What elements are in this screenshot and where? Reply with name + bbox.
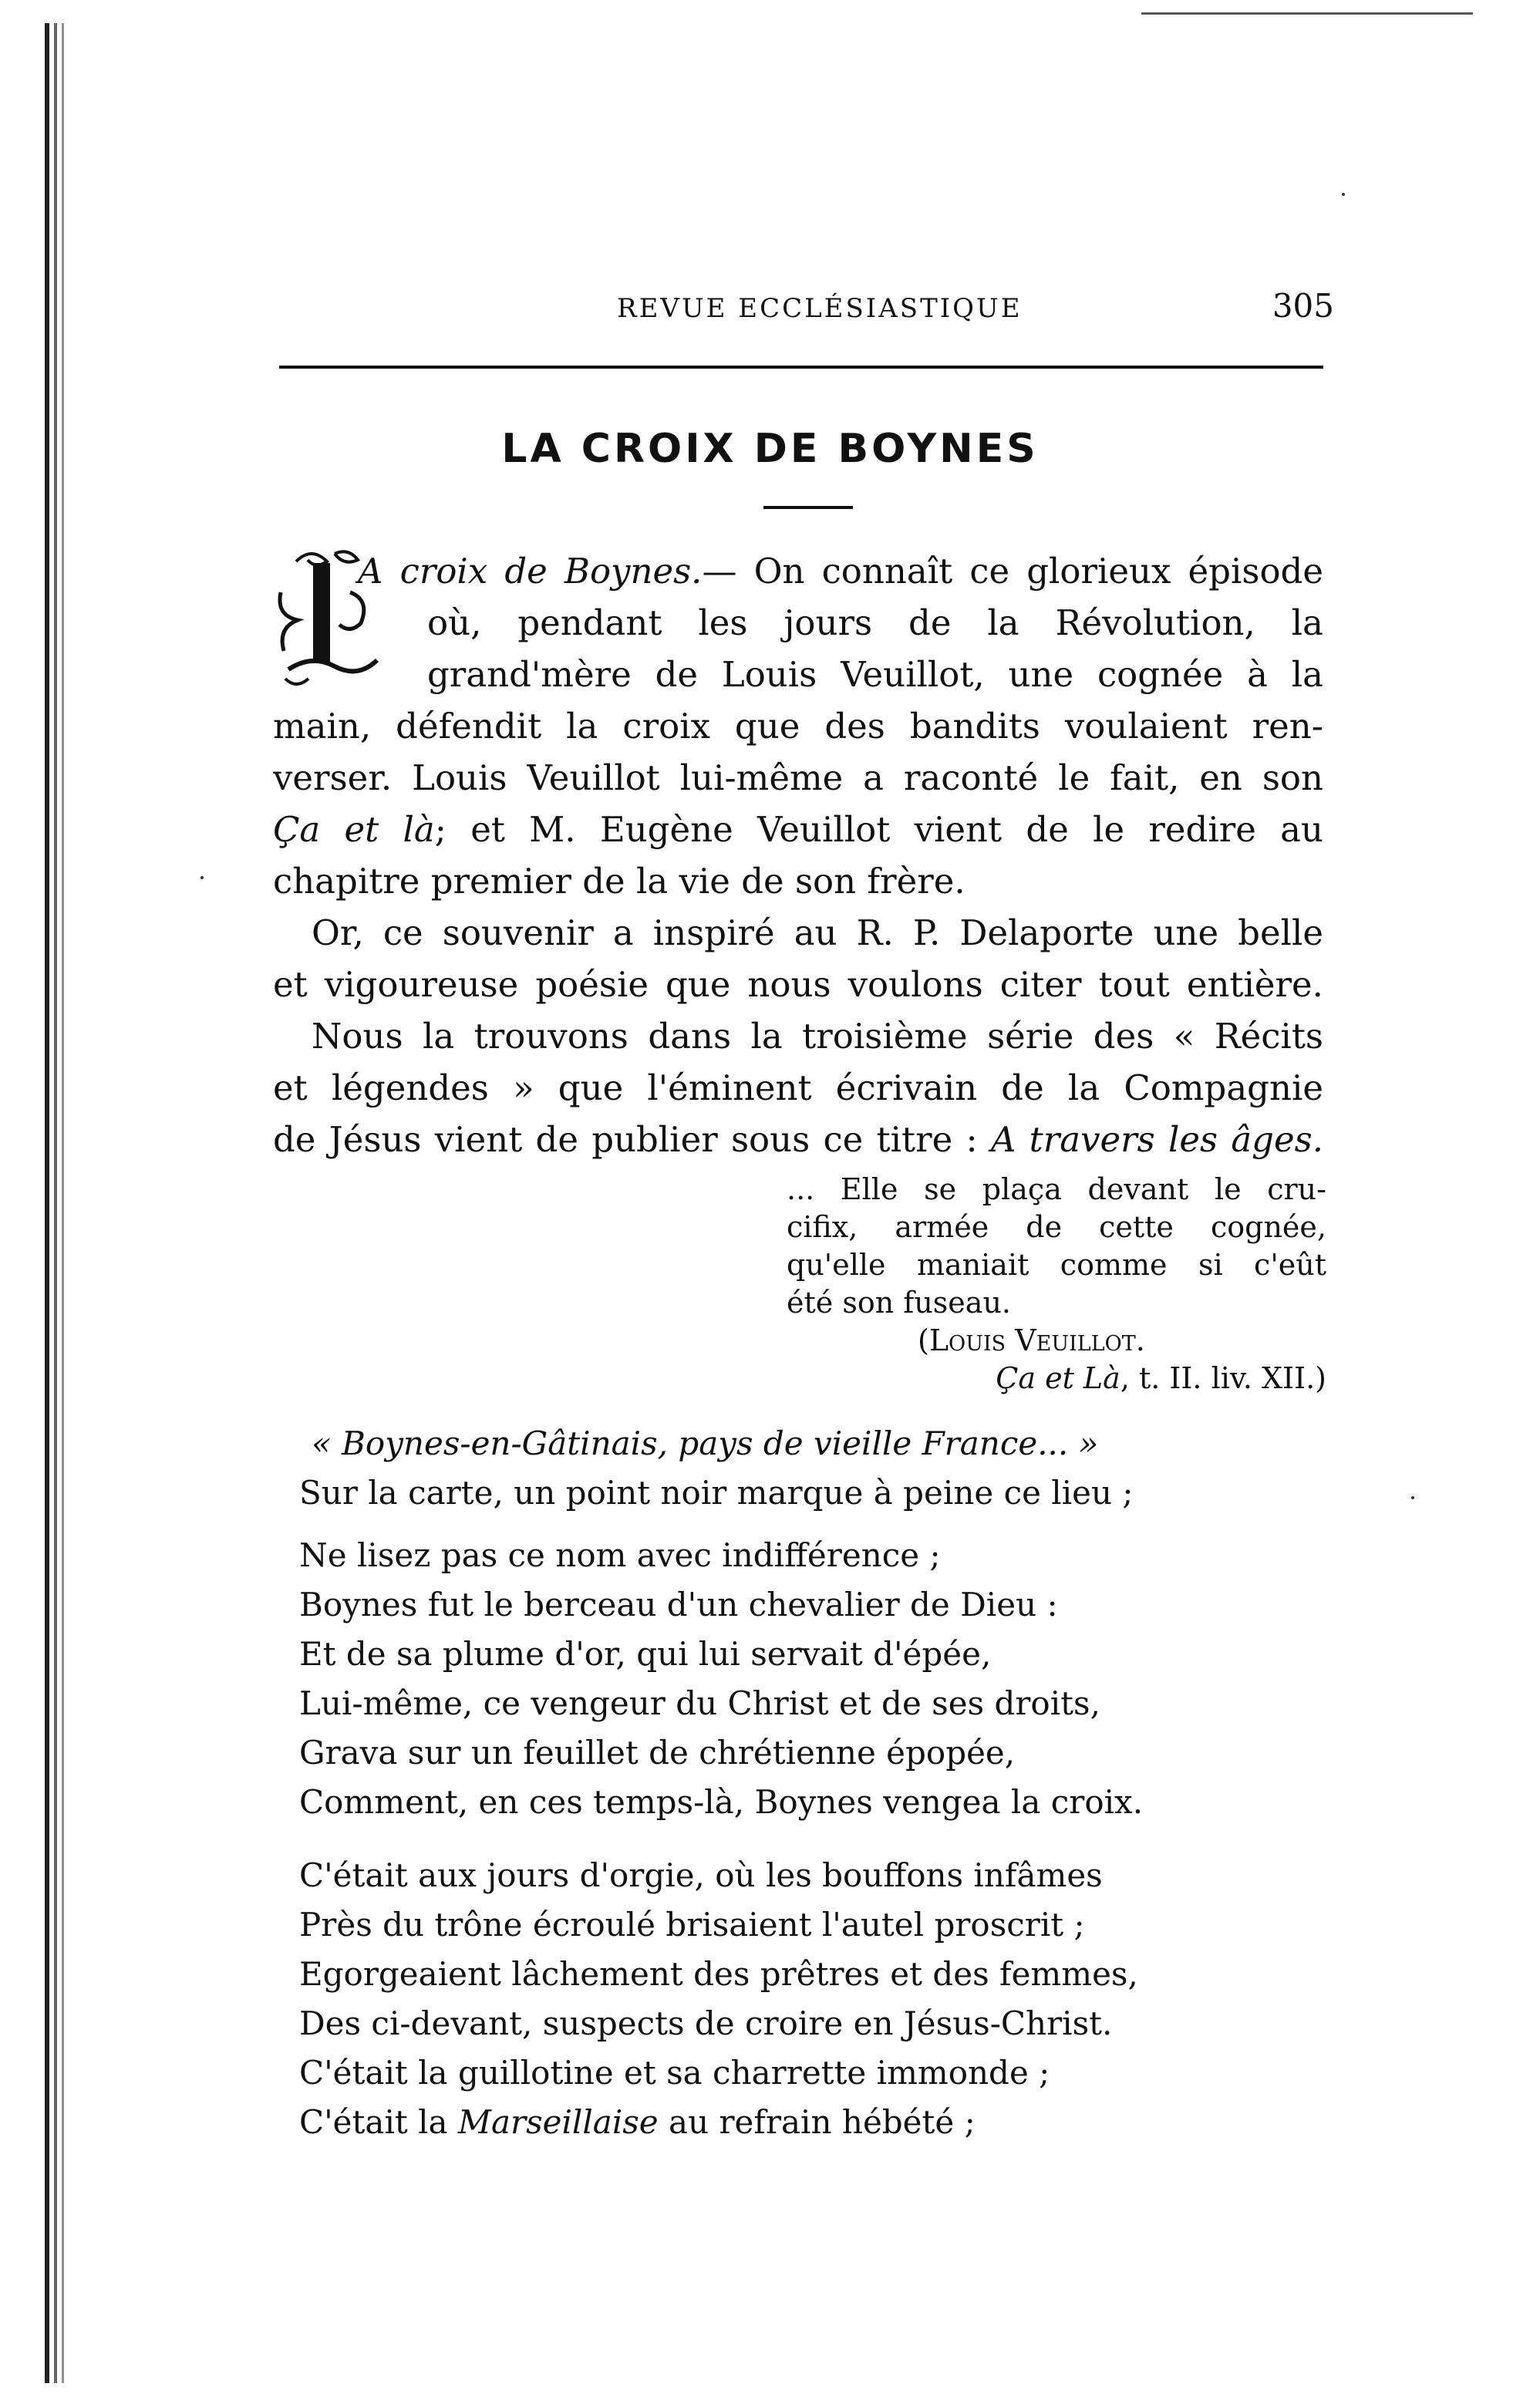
epigraph-line: qu'elle maniait comme si c'eût	[787, 1248, 1326, 1282]
paragraph-line: et légendes » que l'éminent écrivain de la Compagnie	[273, 1067, 1323, 1108]
intro-paragraph	[273, 545, 1323, 1165]
intro-line: verser. Louis Veuillot lui-même a raconté le fait, en son	[273, 757, 1323, 798]
speck	[201, 876, 204, 879]
epigraph	[787, 1171, 1326, 1397]
poem-stanza-1	[299, 1419, 1134, 1518]
page-number: 305	[1272, 287, 1334, 325]
epigraph-line: été son fuseau.	[787, 1286, 1011, 1320]
speck	[1342, 193, 1345, 196]
intro-line: chapitre premier de la vie de son frère.	[273, 861, 965, 902]
poem-line: C'était la guillotine et sa charrette immonde ;	[299, 2054, 1050, 2092]
paragraph-line: Nous la trouvons dans la troisième série des « Récits	[312, 1016, 1323, 1057]
poem-line: Egorgeaient lâchement des prêtres et des femmes,	[299, 1955, 1138, 1993]
poem-line: Des ci-devant, suspects de croire en Jésus-Christ.	[299, 2004, 1113, 2042]
intro-line: Ça et là; et M. Eugène Veuillot vient de le redire au	[273, 809, 1323, 850]
intro-line: main, défendit la croix que des bandits voulaient ren-	[273, 706, 1323, 747]
svg-text:L: L	[319, 639, 330, 658]
poem-line: Lui-même, ce vengeur du Christ et de ses droits,	[299, 1684, 1100, 1722]
poem-line: C'était la Marseillaise au refrain hébété ;	[299, 2103, 976, 2141]
poem-line: Boynes fut le berceau d'un chevalier de Dieu :	[299, 1586, 1058, 1623]
running-title: REVUE ECCLÉSIASTIQUE	[617, 293, 1023, 324]
binding-edge	[45, 23, 66, 2383]
intro-line: grand'mère de Louis Veuillot, une cognée à la	[427, 654, 1323, 695]
epigraph-line: ... Elle se plaça devant le cru-	[787, 1172, 1326, 1206]
poem-line: Comment, en ces temps-là, Boynes vengea la croix.	[299, 1783, 1144, 1821]
poem-line: C'était aux jours d'orgie, où les bouffons infâmes	[299, 1856, 1103, 1894]
speck	[1411, 1496, 1414, 1499]
paragraph-line: Or, ce souvenir a inspiré au R. P. Delaporte une belle	[312, 912, 1323, 953]
poem-line: Et de sa plume d'or, qui lui servait d'épée,	[299, 1635, 992, 1673]
intro-line: A croix de Boynes.— On connaît ce glorieux épisode	[358, 551, 1323, 592]
header-rule	[279, 366, 1323, 369]
epigraph-attribution: (Louis Veuillot.	[918, 1323, 1145, 1357]
title-rule	[763, 506, 853, 509]
epigraph-attribution: Ça et Là, t. II. liv. XII.)	[996, 1361, 1326, 1395]
poem-line: « Boynes-en-Gâtinais, pays de vieille France... »	[312, 1424, 1099, 1462]
poem-line: Sur la carte, un point noir marque à peine ce lieu ;	[299, 1474, 1134, 1512]
epigraph-line: cifix, armée de cette cognée,	[787, 1210, 1326, 1244]
poem-line: Grava sur un feuillet de chrétienne épopée,	[299, 1734, 1016, 1772]
article-title: LA CROIX DE BOYNES	[501, 426, 1039, 472]
poem-line: Ne lisez pas ce nom avec indifférence ;	[299, 1536, 941, 1574]
poem-line: Près du trône écroulé brisaient l'autel proscrit ;	[299, 1906, 1085, 1944]
paragraph-line: et vigoureuse poésie que nous voulons citer tout entière.	[273, 964, 1323, 1005]
paragraph-line: de Jésus vient de publier sous ce titre : A travers les âges.	[273, 1119, 1323, 1160]
intro-line: où, pendant les jours de la Révolution, la	[427, 602, 1323, 643]
poem-stanza-3	[299, 1851, 1138, 2147]
running-header	[278, 287, 1334, 333]
poem-stanza-2	[299, 1531, 1143, 1827]
scan-edge-line	[1141, 12, 1473, 15]
